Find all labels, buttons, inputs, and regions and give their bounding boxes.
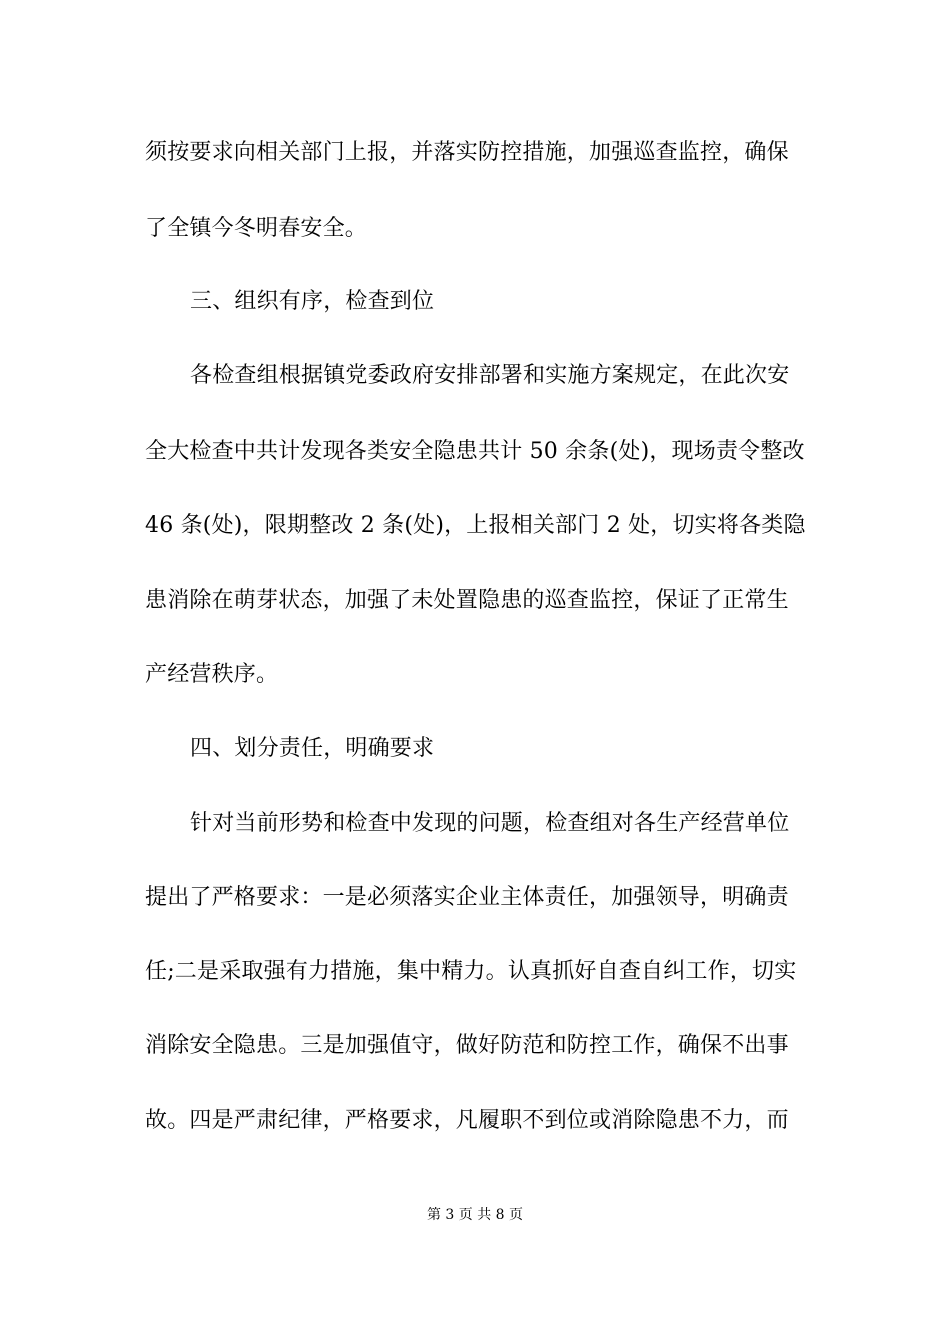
- page-number-footer: 第 3 页 共 8 页: [426, 1207, 524, 1223]
- body-line: 针对当前形势和检查中发现的问题，检查组对各生产经营单位: [190, 811, 790, 836]
- body-line: 患消除在萌芽状态，加强了未处置隐患的巡查监控，保证了正常生: [145, 588, 789, 613]
- body-line: 全大检查中共计发现各类安全隐患共计 50 余条(处)，现场责令整改: [145, 439, 805, 464]
- body-line: 须按要求向相关部门上报，并落实防控措施，加强巡查监控，确保: [145, 140, 789, 165]
- body-line: 了全镇今冬明春安全。: [145, 216, 368, 241]
- body-line: 提出了严格要求：一是必须落实企业主体责任，加强领导，明确责: [145, 885, 789, 910]
- section-heading: 三、组织有序，检查到位: [190, 289, 435, 314]
- body-line: 消除安全隐患。三是加强值守，做好防范和防控工作，确保不出事: [145, 1033, 789, 1058]
- body-line: 故。四是严肃纪律，严格要求，凡履职不到位或消除隐患不力，而: [145, 1108, 789, 1133]
- body-line: 产经营秩序。: [145, 662, 279, 687]
- body-line: 任;二是采取强有力措施，集中精力。认真抓好自查自纠工作，切实: [145, 959, 797, 984]
- section-heading: 四、划分责任，明确要求: [190, 736, 435, 761]
- body-line: 各检查组根据镇党委政府安排部署和实施方案规定，在此次安: [190, 363, 790, 388]
- body-line: 46 条(处)，限期整改 2 条(处)，上报相关部门 2 处，切实将各类隐: [145, 513, 806, 538]
